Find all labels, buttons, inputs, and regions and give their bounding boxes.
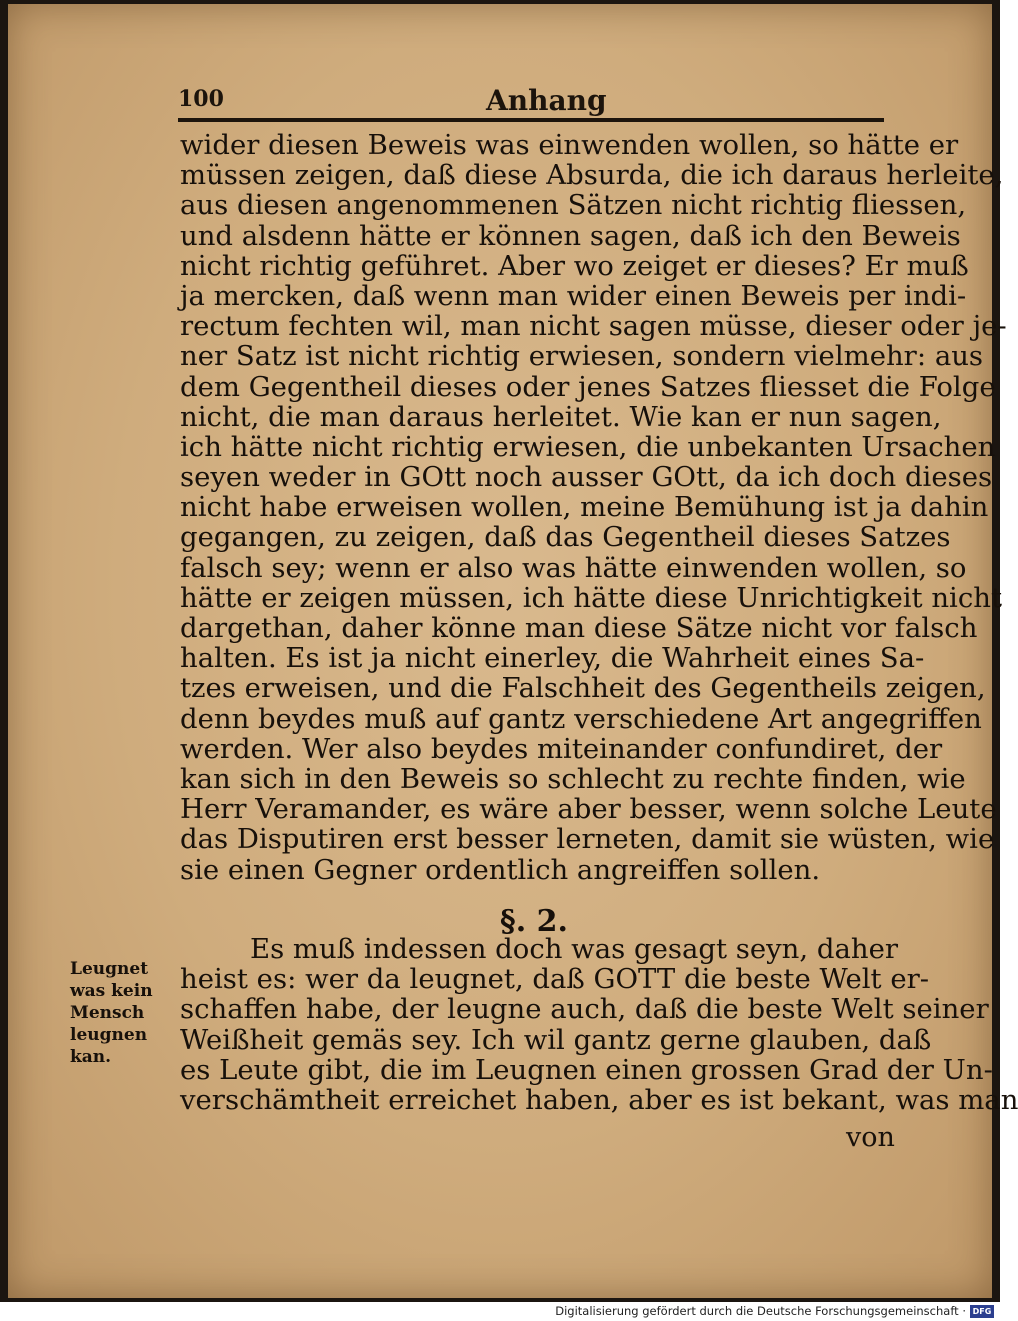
header-rule [178, 118, 884, 122]
section-mark: §. 2. [500, 904, 568, 939]
text-line: verschämtheit erreichet haben, aber es ist bekant, was man [180, 1083, 1018, 1116]
text-line: dargethan, daher könne man diese Sätze nicht vor falsch [180, 612, 978, 644]
text-line: Es muß indessen doch was gesagt seyn, daher [250, 933, 898, 965]
text-line: nicht habe erweisen wollen, meine Bemühung ist ja dahin [180, 491, 989, 524]
text-line: ja mercken, daß wenn man wider einen Beweis per indi- [180, 279, 967, 312]
text-line: werden. Wer also beydes miteinander confundiret, der [180, 732, 943, 765]
text-line: gegangen, zu zeigen, daß das Gegentheil dieses Satzes [180, 521, 951, 554]
margin-note-line: Leugnet [70, 959, 149, 979]
text-line: aus diesen angenommenen Sätzen nicht richtig fliessen, [180, 189, 967, 222]
margin-note-line: was kein [70, 981, 153, 1001]
margin-note-line: Mensch [70, 1003, 145, 1023]
text-line: rectum fechten wil, man nicht sagen müsse, dieser oder je- [180, 310, 1007, 343]
text-line: seyen weder in GOtt noch ausser GOtt, da ich doch dieses [180, 461, 993, 494]
catchword: von [846, 1122, 895, 1153]
funding-credit: Digitalisierung gefördert durch die Deutsche Forschungsgemeinschaft · [555, 1304, 966, 1318]
text-line: nicht, die man daraus herleitet. Wie kan er nun sagen, [180, 400, 942, 433]
text-line: sie einen Gegner ordentlich angreiffen sollen. [180, 853, 821, 886]
page-number: 100 [178, 86, 224, 112]
text-line: das Disputiren erst besser lerneten, damit sie wüsten, wie [180, 823, 995, 856]
text-line: ner Satz ist nicht richtig erwiesen, sondern vielmehr: aus [180, 340, 984, 373]
margin-note-line: leugnen [70, 1025, 148, 1045]
text-line: kan sich in den Beweis so schlecht zu rechte finden, wie [180, 762, 966, 795]
text-line: müssen zeigen, daß diese Absurda, die ich daraus herleite, [180, 159, 1004, 192]
text-line: halten. Es ist ja nicht einerley, die Wahrheit eines Sa- [180, 642, 925, 675]
text-line: nicht richtig geführet. Aber wo zeiget er dieses? Er muß [180, 249, 969, 282]
text-line: und alsdenn hätte er können sagen, daß ich den Beweis [180, 219, 961, 252]
text-line: Herr Veramander, es wäre aber besser, wenn solche Leute [180, 793, 997, 826]
running-head: Anhang [486, 84, 607, 117]
text-line: falsch sey; wenn er also was hätte einwenden wollen, so [180, 551, 967, 584]
page-header [178, 84, 894, 124]
text-line: wider diesen Beweis was einwenden wollen, so hätte er [180, 129, 959, 161]
dfg-logo-icon: DFG [970, 1305, 994, 1318]
text-line: heist es: wer da leugnet, daß GOTT die beste Welt er- [180, 963, 930, 996]
text-line: tzes erweisen, und die Falschheit des Gegentheils zeigen, [180, 672, 986, 705]
section-text-block [180, 933, 1018, 1116]
text-line: denn beydes muß auf gantz verschiedene Art angegriffen [180, 702, 982, 735]
text-line: Weißheit gemäs sey. Ich wil gantz gerne glauben, daß [180, 1023, 932, 1056]
footer-bar [0, 1302, 1000, 1321]
text-line: hätte er zeigen müssen, ich hätte diese Unrichtigkeit nicht [180, 581, 1003, 614]
main-text-block [180, 129, 1007, 886]
text-line: ich hätte nicht richtig erwiesen, die unbekanten Ursachen [180, 430, 996, 463]
margin-note [70, 958, 170, 1068]
text-line: es Leute gibt, die im Leugnen einen grossen Grad der Un- [180, 1053, 993, 1086]
margin-note-line: kan. [70, 1047, 112, 1067]
text-line: schaffen habe, der leugne auch, daß die beste Welt seiner [180, 993, 989, 1026]
text-line: dem Gegentheil dieses oder jenes Satzes fliesset die Folge [180, 370, 996, 403]
